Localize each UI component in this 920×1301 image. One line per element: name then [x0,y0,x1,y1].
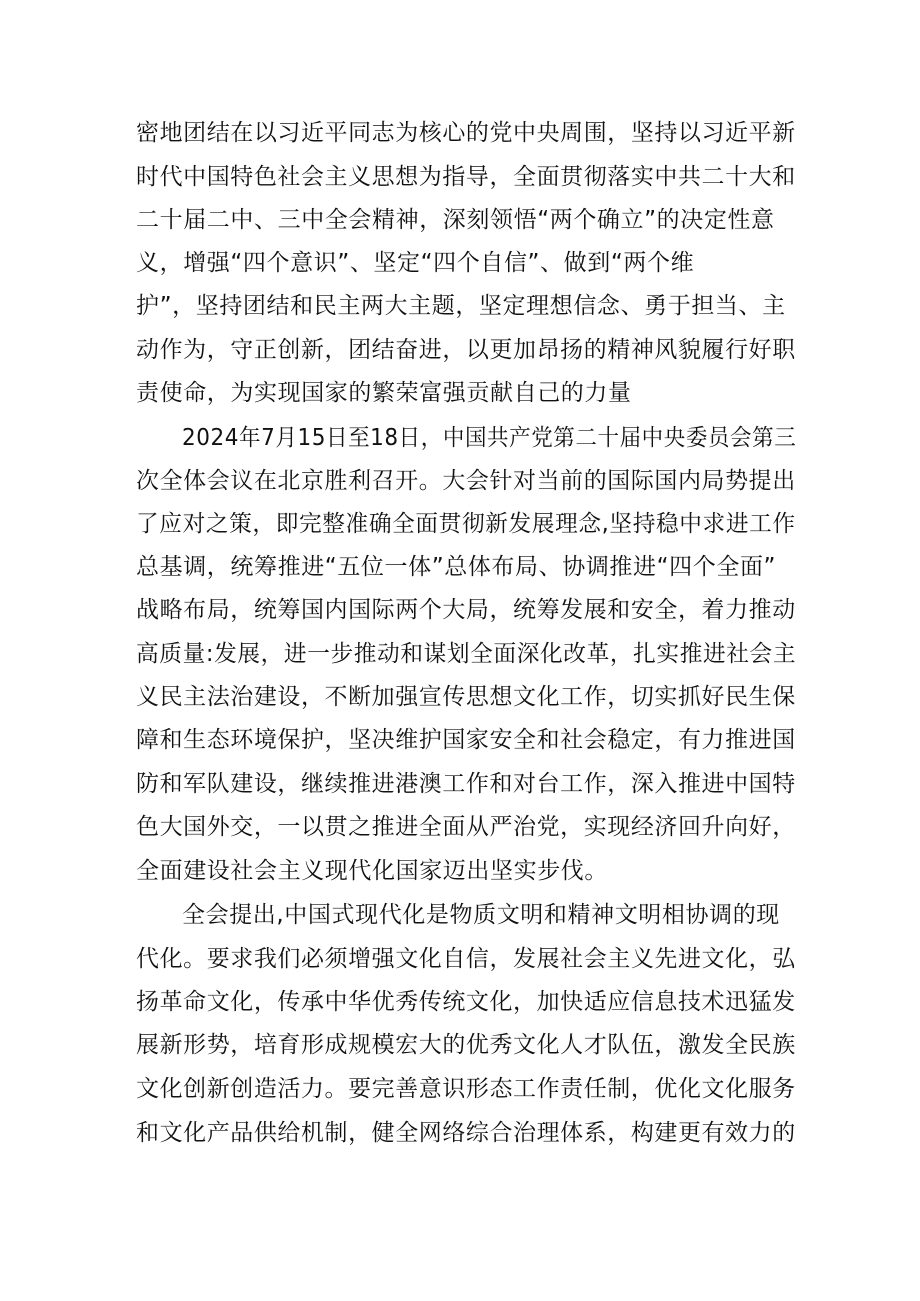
paragraph-2-line-2: 次全体会议在北京胜利召开。大会针对当前的国际国内局势提出 [136,468,796,494]
paragraph-1-line-3: 二十届二中、三中全会精神，深刻领悟“两个确立”的决定性意 [136,207,775,233]
paragraph-2-line-3: 了应对之策，即完整准确全面贯彻新发展理念,坚持稳中求进工作 [136,511,796,537]
paragraph-3-line-4: 展新形势，培育形成规模宏大的优秀文化人才队伍，激发全民族 [136,1032,796,1058]
paragraph-3-line-5: 文化创新创造活力。要完善意识形态工作责任制，优化文化服务 [136,1076,796,1102]
paragraph-2-line-1: 2024年7月15日至18日，中国共产党第二十届中央委员会第三 [182,425,797,451]
paragraph-3-line-3: 扬革命文化，传承中华优秀传统文化，加快适应信息技术迅猛发 [136,989,796,1015]
paragraph-2-line-6: 高质量:发展，进一步推动和谋划全面深化改革，扎实推进社会主 [136,641,797,667]
paragraph-2-line-5: 战略布局，统筹国内国际两个大局，统筹发展和安全，着力推动 [136,597,796,623]
paragraph-2-line-11: 全面建设社会主义现代化国家迈出坚实步伐。 [136,858,608,884]
paragraph-3-line-2: 代化。要求我们必须增强文化自信，发展社会主义先进文化，弘 [136,946,796,972]
paragraph-1-line-1: 密地团结在以习近平同志为核心的党中央周围，坚持以习近平新 [136,120,796,146]
paragraph-1-line-4: 义，增强“四个意识”、坚定“四个自信”、做到“两个维 [136,250,695,276]
paragraph-1-line-7: 责使命，为实现国家的繁荣富强贡献自己的力量 [136,380,632,406]
paragraph-2-line-8: 障和生态环境保护，坚决维护国家安全和社会稳定，有力推进国 [136,727,796,753]
paragraph-2-line-7: 义民主法治建设，不断加强宣传思想文化工作，切实抓好民生保 [136,684,796,710]
paragraph-2-line-4: 总基调，统筹推进“五位一体”总体布局、协调推进“四个全面” [136,554,777,580]
paragraph-3-line-1: 全会提出,中国式现代化是物质文明和精神文明相协调的现 [182,902,780,928]
paragraph-2-line-10: 色大国外交，一以贯之推进全面从严治党，实现经济回升向好， [136,814,796,840]
paragraph-1-line-6: 动作为，守正创新，团结奋进，以更加昂扬的精神风貌履行好职 [136,337,796,363]
paragraph-1-line-5: 护”，坚持团结和民主两大主题，坚定理想信念、勇于担当、主 [136,293,786,319]
paragraph-2-line-9: 防和军队建设，继续推进港澳工作和对台工作，深入推进中国特 [136,771,796,797]
paragraph-1-line-2: 时代中国特色社会主义思想为指导，全面贯彻落实中共二十大和 [136,164,796,190]
paragraph-3-line-6: 和文化产品供给机制，健全网络综合治理体系，构建更有效力的 [136,1120,796,1146]
